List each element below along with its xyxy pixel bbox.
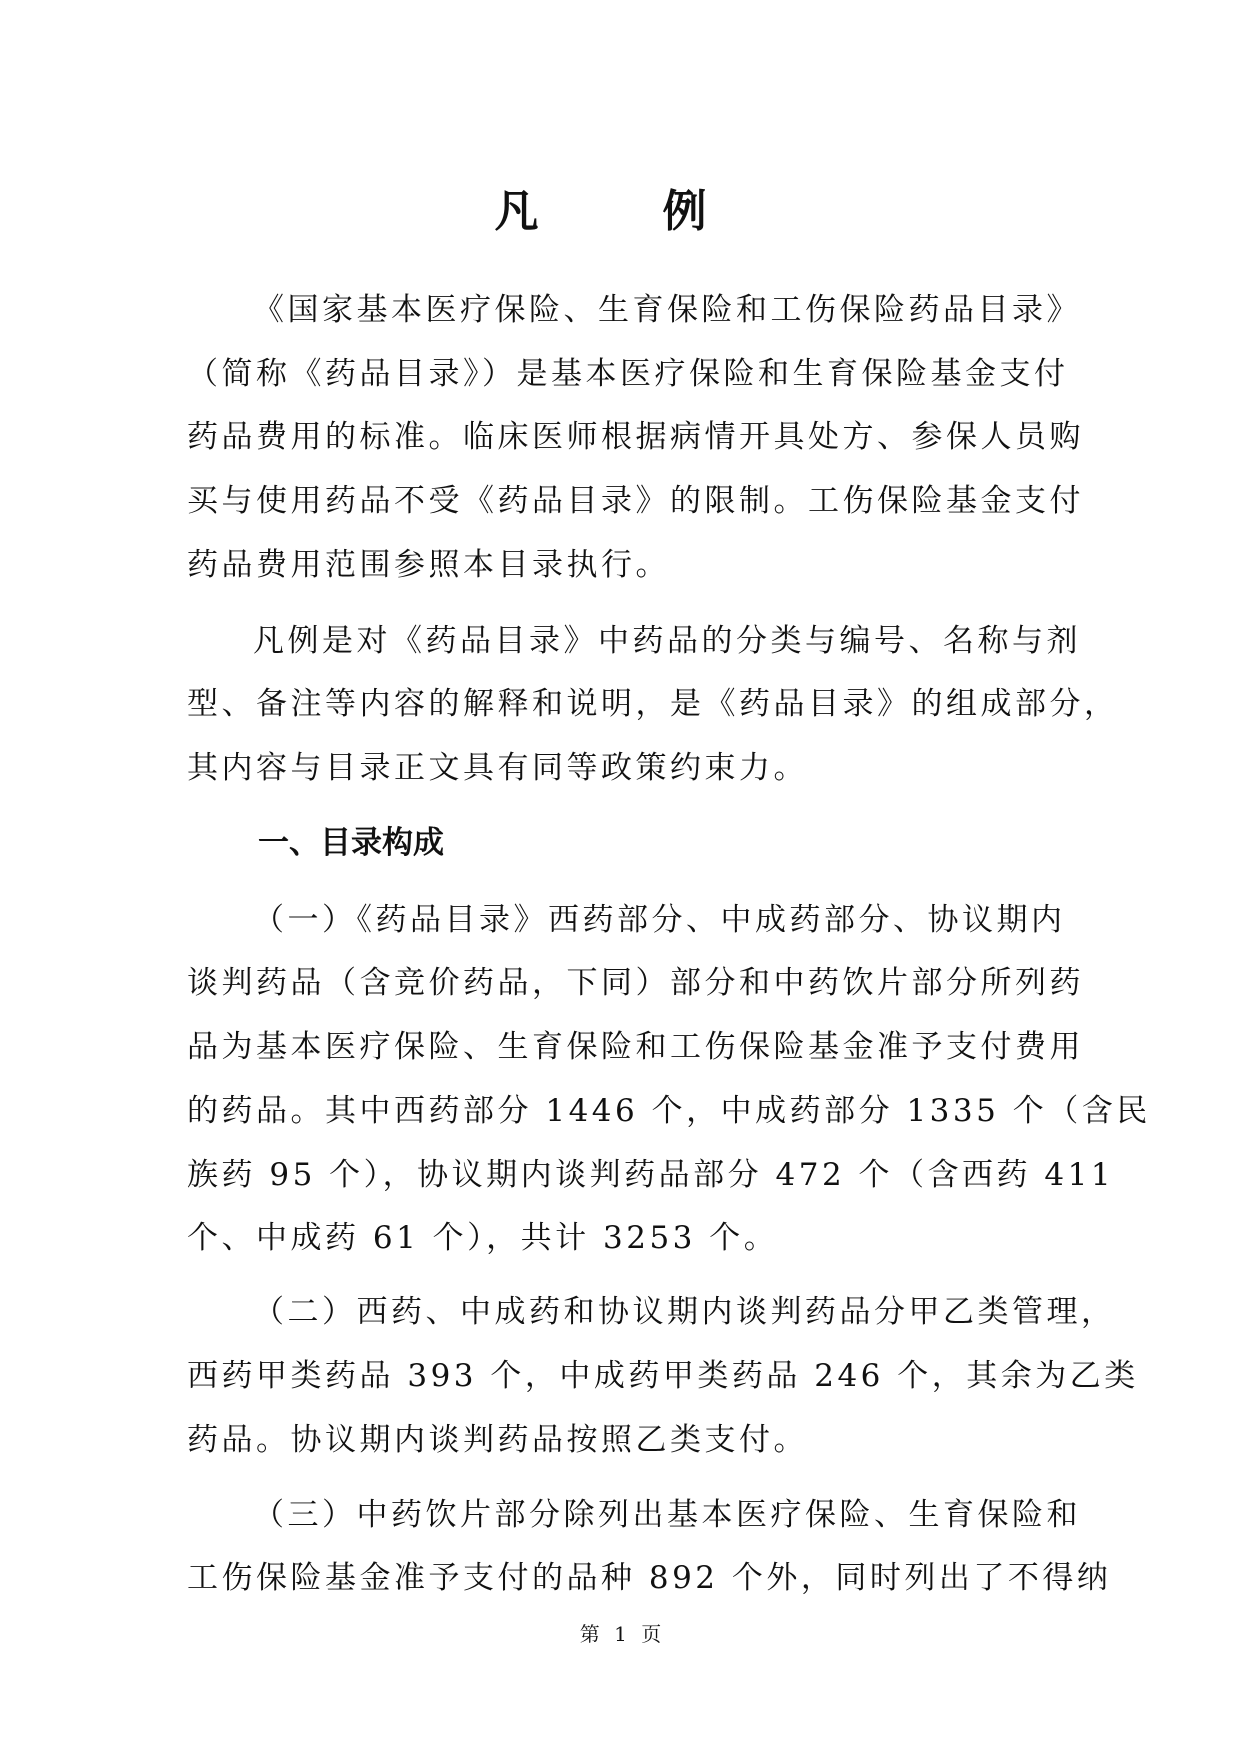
paragraph-2-line-3: 其内容与目录正文具有同等政策约束力。	[187, 750, 808, 786]
paragraph-1-line-1: 《国家基本医疗保险、生育保险和工伤保险药品目录》	[253, 292, 1081, 328]
page-title: 凡 例	[494, 186, 747, 237]
page-number: 第 1 页	[579, 1622, 662, 1646]
paragraph-1-line-5: 药品费用范围参照本目录执行。	[187, 547, 670, 583]
item-1-line-4: 的药品。其中西药部分 1446 个，中成药部分 1335 个（含民	[187, 1093, 1151, 1129]
item-1-line-5: 族药 95 个），协议期内谈判药品部分 472 个（含西药 411	[187, 1157, 1115, 1193]
item-1-line-6: 个、中成药 61 个），共计 3253 个。	[187, 1220, 779, 1256]
item-2-line-2: 西药甲类药品 393 个，中成药甲类药品 246 个，其余为乙类	[187, 1358, 1139, 1394]
item-1-line-3: 品为基本医疗保险、生育保险和工伤保险基金准予支付费用	[187, 1029, 1084, 1065]
item-1-line-2: 谈判药品（含竞价药品，下同）部分和中药饮片部分所列药	[187, 965, 1084, 1001]
section-heading: 一、目录构成	[258, 825, 444, 861]
item-3-line-1: （三）中药饮片部分除列出基本医疗保险、生育保险和	[253, 1497, 1081, 1533]
item-2-line-1: （二）西药、中成药和协议期内谈判药品分甲乙类管理，	[253, 1294, 1116, 1330]
paragraph-1-line-2: （简称《药品目录》）是基本医疗保险和生育保险基金支付	[187, 356, 1069, 392]
item-3-line-2: 工伤保险基金准予支付的品种 892 个外，同时列出了不得纳	[187, 1560, 1112, 1596]
item-1-line-1: （一）《药品目录》西药部分、中成药部分、协议期内	[253, 902, 1066, 938]
paragraph-1-line-4: 买与使用药品不受《药品目录》的限制。工伤保险基金支付	[187, 483, 1084, 519]
paragraph-1-line-3: 药品费用的标准。临床医师根据病情开具处方、参保人员购	[187, 419, 1084, 455]
paragraph-2-line-2: 型、备注等内容的解释和说明，是《药品目录》的组成部分，	[187, 686, 1119, 722]
paragraph-2-line-1: 凡例是对《药品目录》中药品的分类与编号、名称与剂	[253, 623, 1081, 659]
item-2-line-3: 药品。协议期内谈判药品按照乙类支付。	[187, 1422, 808, 1458]
